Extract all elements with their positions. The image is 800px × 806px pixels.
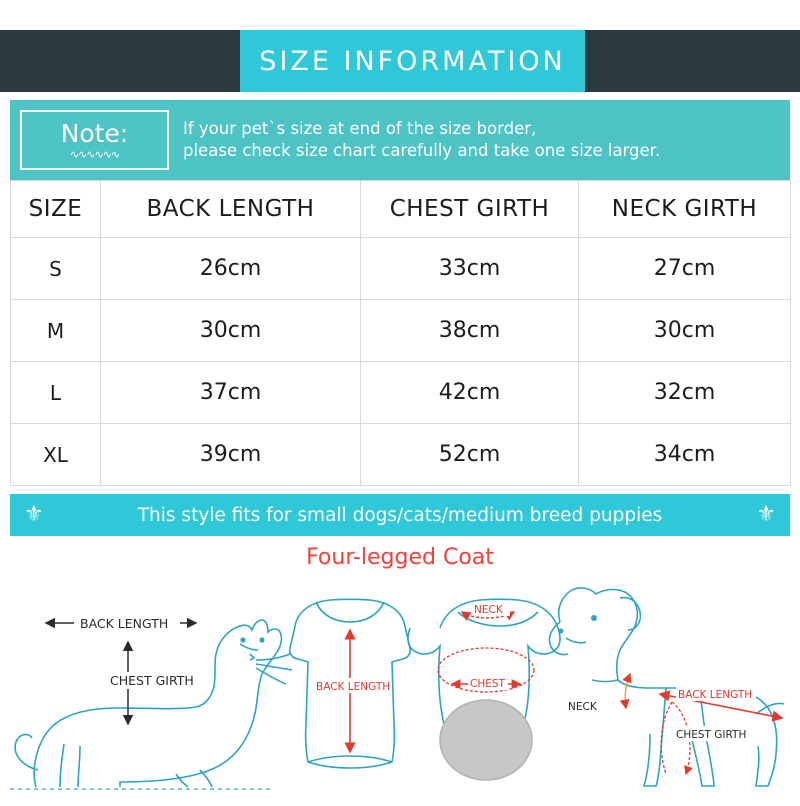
dog-neck-arrow bbox=[566, 674, 630, 713]
cell-back-length: 39cm bbox=[101, 424, 361, 486]
garment-neck-arrow bbox=[462, 602, 514, 618]
garment-back-length-arrow bbox=[312, 630, 390, 752]
page-title: SIZE INFORMATION bbox=[259, 45, 566, 77]
header-title-box bbox=[240, 30, 585, 92]
cell-neck-girth: 30cm bbox=[579, 300, 791, 362]
column-header-neck-girth: NECK GIRTH bbox=[579, 181, 791, 238]
coat-title: Four-legged Coat bbox=[306, 545, 494, 570]
cell-back-length: 37cm bbox=[101, 362, 361, 424]
cell-size: S bbox=[11, 238, 101, 300]
cell-size: M bbox=[11, 300, 101, 362]
cat-back-length-label: BACK LENGTH bbox=[80, 616, 169, 631]
cat-diagram bbox=[10, 620, 292, 789]
header-left-block bbox=[0, 30, 246, 92]
cell-neck-girth: 27cm bbox=[579, 238, 791, 300]
fleur-de-lis-icon-right: ⚜ bbox=[756, 502, 776, 527]
dog-neck-label: NECK bbox=[568, 701, 597, 713]
dog-chest-girth-label: CHEST GIRTH bbox=[676, 729, 747, 741]
cell-size: L bbox=[11, 362, 101, 424]
fits-text: This style fits for small dogs/cats/medium breed puppies bbox=[137, 504, 663, 526]
cell-chest-girth: 52cm bbox=[361, 424, 579, 486]
measurement-illustrations bbox=[0, 574, 800, 806]
garment-neck-label: NECK bbox=[474, 604, 503, 616]
note-label: Note: bbox=[60, 118, 129, 148]
note-line-1: If your pet`s size at end of the size border, bbox=[183, 118, 537, 138]
cell-neck-girth: 34cm bbox=[579, 424, 791, 486]
note-line-2: please check size chart carefully and take one size larger. bbox=[183, 141, 661, 160]
table-row bbox=[11, 424, 791, 486]
fleur-de-lis-icon-left: ⚜ bbox=[24, 502, 44, 527]
column-header-chest-girth: CHEST GIRTH bbox=[361, 181, 579, 238]
cell-back-length: 30cm bbox=[101, 300, 361, 362]
cat-chest-girth-label: CHEST GIRTH bbox=[110, 673, 194, 688]
table-row bbox=[11, 238, 791, 300]
dog-chest-girth-arrow bbox=[661, 702, 754, 774]
note-text bbox=[183, 118, 660, 163]
note-band bbox=[10, 100, 790, 180]
column-header-back-length: BACK LENGTH bbox=[101, 181, 361, 238]
cell-neck-girth: 32cm bbox=[579, 362, 791, 424]
garment-back-length-label: BACK LENGTH bbox=[316, 681, 391, 693]
cell-chest-girth: 42cm bbox=[361, 362, 579, 424]
table-header-row bbox=[11, 181, 791, 238]
fits-band bbox=[10, 494, 790, 536]
table-row bbox=[11, 300, 791, 362]
cell-back-length: 26cm bbox=[101, 238, 361, 300]
garment-chest-arrow bbox=[438, 648, 534, 692]
column-header-size: SIZE bbox=[11, 181, 101, 238]
garment-chest-label: CHEST bbox=[470, 678, 505, 690]
size-chart-table bbox=[10, 180, 791, 486]
cat-chest-girth-arrow bbox=[104, 642, 212, 724]
header-right-block bbox=[573, 30, 800, 92]
cell-size: XL bbox=[11, 424, 101, 486]
note-label-box bbox=[20, 110, 169, 170]
cell-chest-girth: 38cm bbox=[361, 300, 579, 362]
cell-chest-girth: 33cm bbox=[361, 238, 579, 300]
note-wave-underline: ∿∿∿∿∿∿ bbox=[69, 147, 120, 161]
table-row bbox=[11, 362, 791, 424]
dog-back-length-label: BACK LENGTH bbox=[678, 689, 753, 701]
header-banner bbox=[0, 0, 800, 100]
cat-back-length-arrow bbox=[46, 615, 196, 632]
